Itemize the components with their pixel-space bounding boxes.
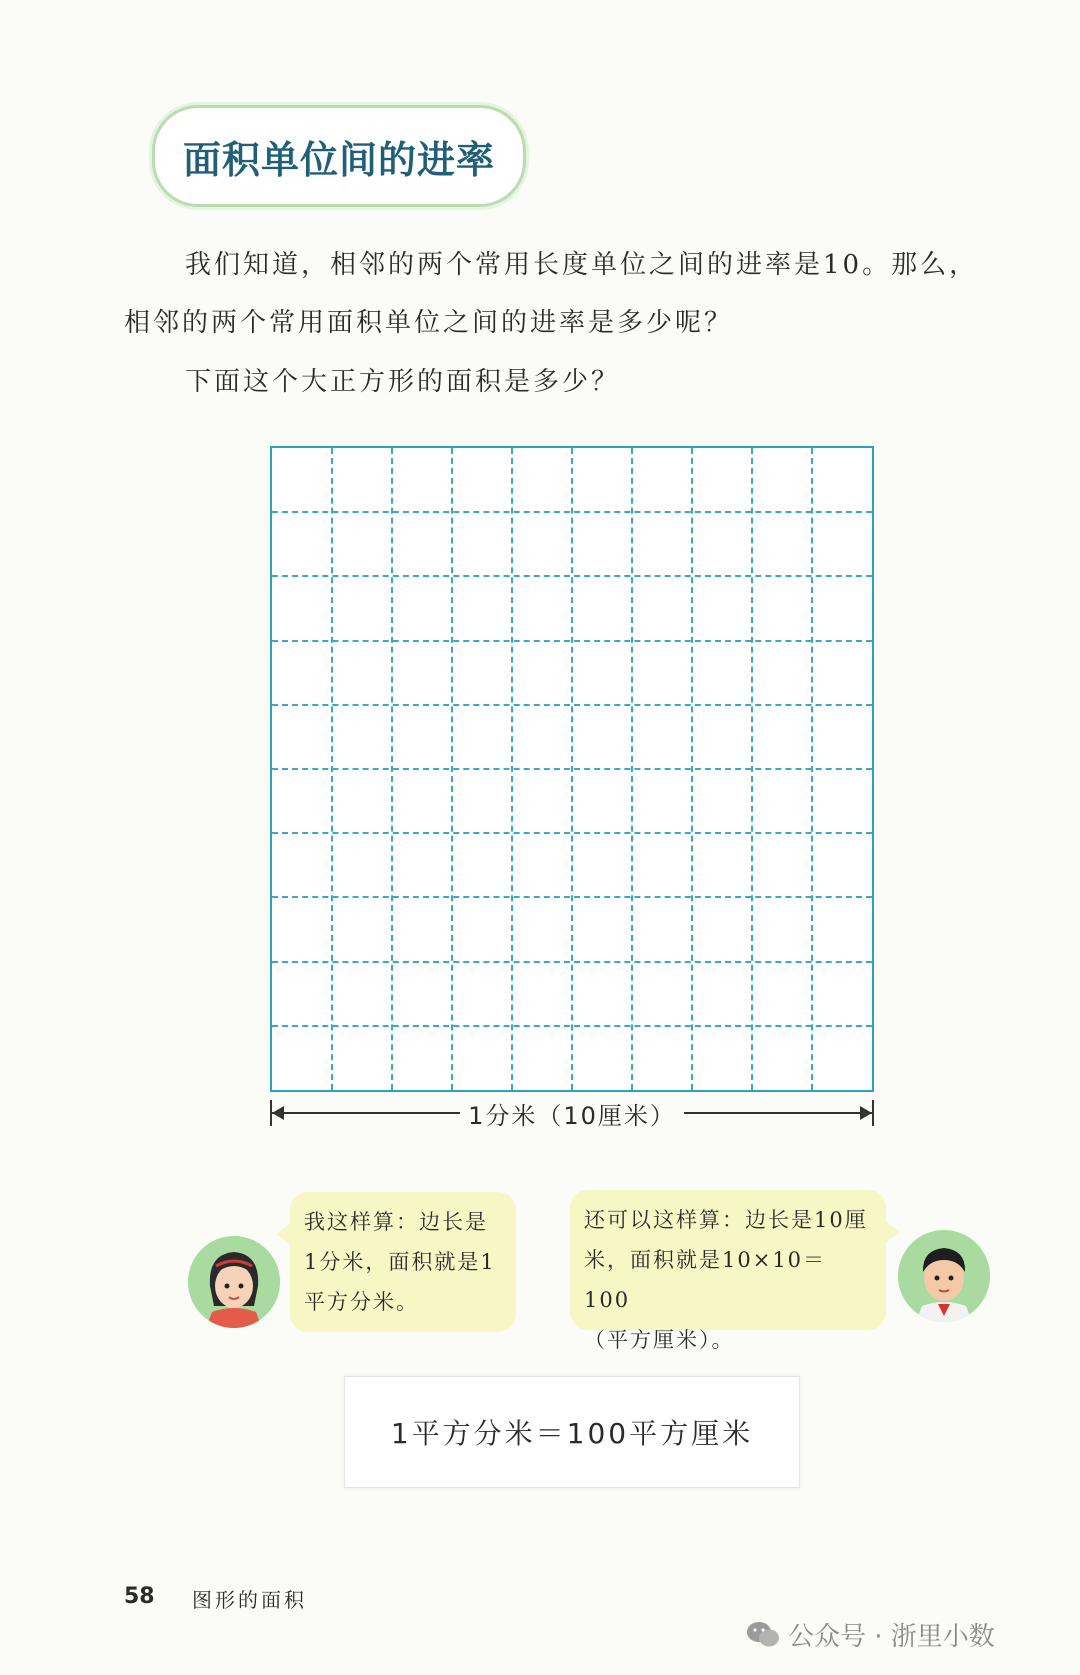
boy-avatar [898,1230,990,1322]
formula-box [344,1376,800,1488]
side-length-measure [270,1100,874,1130]
grid-horizontal-line [272,1025,872,1027]
girl-avatar [188,1236,280,1328]
bubble-line: 我这样算：边长是 [304,1210,488,1234]
formula-text: 1平方分米＝100平方厘米 [390,1417,754,1450]
paragraph-1: 我们知道，相邻的两个常用长度单位之间的进率是10。那么， [185,250,979,280]
grid-horizontal-line [272,575,872,577]
bubble-line: 平方分米。 [304,1290,419,1314]
grid-horizontal-line [272,704,872,706]
grid-horizontal-line [272,511,872,513]
section-title: 面积单位间的进率 [182,137,495,182]
grid-horizontal-line [272,768,872,770]
grid-horizontal-line [272,896,872,898]
bubble-line: 米，面积就是10×10＝100 [584,1248,827,1312]
measure-label: 1分米（10厘米） [460,1102,684,1130]
page-number: 58 [124,1584,155,1609]
speech-bubble-boy [570,1190,886,1352]
section-title-box [152,105,526,207]
grid-horizontal-line [272,832,872,834]
paragraph-2: 相邻的两个常用面积单位之间的进率是多少呢？ [124,308,734,338]
chapter-name: 图形的面积 [192,1588,307,1612]
wechat-icon [746,1621,780,1649]
grid-horizontal-line [272,961,872,963]
grid-horizontal-line [272,640,872,642]
speech-bubble-girl [290,1192,516,1332]
bubble-line: 还可以这样算：边长是10厘 [584,1208,868,1232]
square-grid [270,446,874,1092]
watermark-text: 公众号 · 浙里小数 [788,1622,995,1652]
watermark [746,1616,995,1653]
paragraph-3: 下面这个大正方形的面积是多少？ [185,367,621,397]
bubble-line: 1分米，面积就是1 [304,1250,496,1274]
bubble-line: （平方厘米）。 [584,1328,735,1352]
